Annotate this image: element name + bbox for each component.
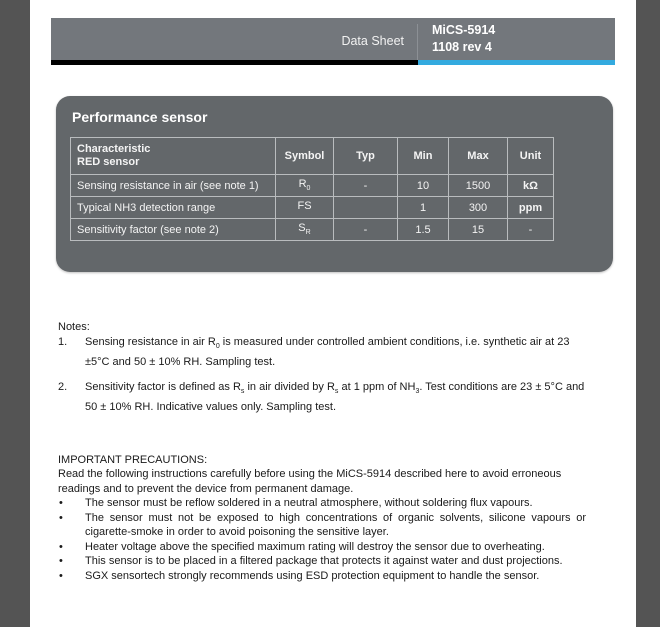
precautions-list xyxy=(58,496,586,583)
bullet-icon: • xyxy=(59,555,63,567)
cell-unit: kΩ xyxy=(508,175,554,197)
bullet-icon: • xyxy=(59,569,63,582)
product-info xyxy=(432,22,495,56)
precautions-heading: IMPORTANT PRECAUTIONS: xyxy=(58,454,208,466)
bullet-icon: • xyxy=(59,540,63,553)
cell-max: 15 xyxy=(449,219,508,241)
cell-min: 1 xyxy=(398,197,449,219)
cell-typ: - xyxy=(334,219,398,241)
performance-table xyxy=(70,137,554,241)
precautions-intro: Read the following instructions carefully before using the MiCS-5914 described here to avoid erroneous readings and to prevent the device from permanent damage. xyxy=(58,468,562,495)
cell-typ: - xyxy=(334,175,398,197)
product-name: MiCS-5914 xyxy=(432,23,496,37)
list-item: • The sensor must be reflow soldered in a neutral atmosphere, without soldering flux vapours. xyxy=(59,497,533,509)
bullet-icon: • xyxy=(59,511,63,524)
notes-heading: Notes: xyxy=(58,321,90,333)
table-row xyxy=(71,175,554,197)
column-header-max: Max xyxy=(449,138,508,175)
note-number: 1. xyxy=(58,336,68,348)
note-number: 2. xyxy=(58,381,68,393)
cell-max: 1500 xyxy=(449,175,508,197)
column-header-unit: Unit xyxy=(508,138,554,175)
header-black-rule xyxy=(51,60,418,65)
table-header-row xyxy=(71,138,554,175)
note-item xyxy=(58,335,588,369)
cell-unit: - xyxy=(508,219,554,241)
cell-symbol: $R_0$ xyxy=(276,175,334,197)
note-text: Sensing resistance in air $R_0$ is measured under controlled ambient conditions, i.e. synthetic air at 23 ±5°C and 50 ± 10% RH. Sampling test. xyxy=(85,336,570,368)
header-divider xyxy=(417,24,418,60)
cell-unit: ppm xyxy=(508,197,554,219)
cell-max: 300 xyxy=(449,197,508,219)
table-row xyxy=(71,197,554,219)
bullet-icon: • xyxy=(59,497,63,509)
cell-characteristic: Sensitivity factor (see note 2) xyxy=(71,219,276,241)
revision-label: 1108 rev 4 xyxy=(432,40,492,54)
column-header-typ: Typ xyxy=(334,138,398,175)
list-item: • The sensor must not be exposed to high concentrations of organic solvents, silicone vapours or cigarette-smoke in order to avoid poisoning the sensitive layer. xyxy=(59,511,586,538)
performance-panel xyxy=(56,96,613,272)
document-page xyxy=(30,0,636,627)
cell-min: 10 xyxy=(398,175,449,197)
cell-symbol: FS xyxy=(276,197,334,219)
cell-characteristic: Typical NH3 detection range xyxy=(71,197,276,219)
document-type-label: Data Sheet xyxy=(341,34,404,48)
cell-typ xyxy=(334,197,398,219)
column-header-symbol: Symbol xyxy=(276,138,334,175)
column-header-characteristic: Characteristic RED sensor xyxy=(71,138,276,175)
list-item: • SGX sensortech strongly recommends using ESD protection equipment to handle the sensor. xyxy=(59,569,540,582)
panel-title: Performance sensor xyxy=(72,109,208,125)
note-item xyxy=(58,380,588,414)
cell-characteristic: Sensing resistance in air (see note 1) xyxy=(71,175,276,197)
header-band xyxy=(51,18,615,60)
list-item: • This sensor is to be placed in a filtered package that protects it against water and dust projections. xyxy=(59,555,563,567)
note-text: Sensitivity factor is defined as $R_s$ in air divided by $R_s$ at 1 ppm of $NH_3$. Test conditions are 23 ± 5°C and 50 ± 10% RH. Indicative values only. Sampling test. xyxy=(85,381,585,413)
cell-min: 1.5 xyxy=(398,219,449,241)
list-item: • Heater voltage above the specified maximum rating will destroy the sensor due to overheating. xyxy=(59,540,545,553)
table-row xyxy=(71,219,554,241)
cell-symbol: $S_R$ xyxy=(276,219,334,241)
column-header-min: Min xyxy=(398,138,449,175)
header-blue-rule xyxy=(418,60,615,65)
